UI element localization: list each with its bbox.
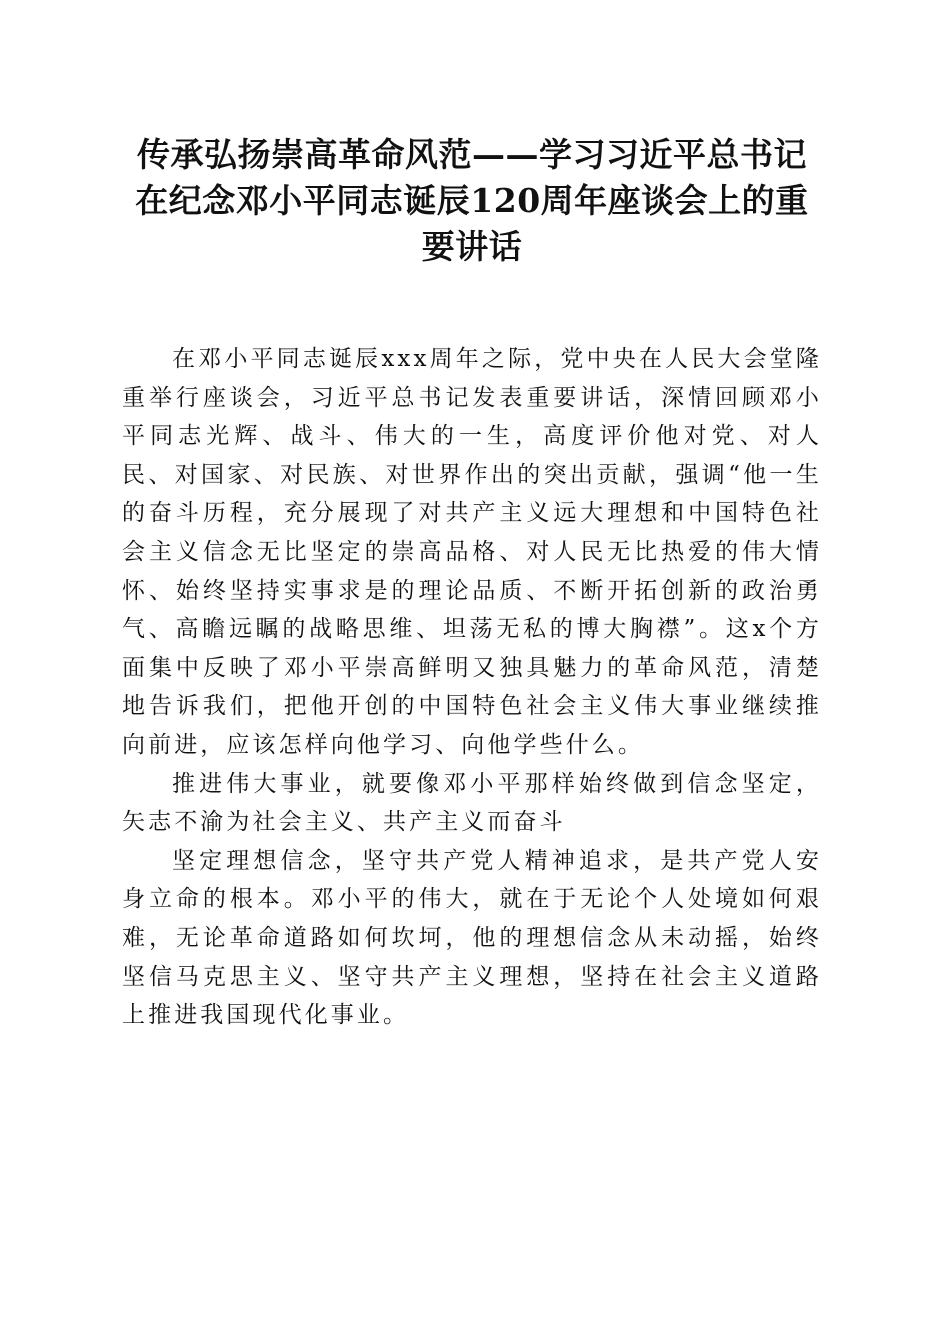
title-line-1: 传承弘扬崇高革命风范——学习习近平总书记 bbox=[137, 135, 807, 174]
title-line-3: 要讲话 bbox=[421, 227, 523, 266]
title-line-2: 在纪念邓小平同志诞辰120周年座谈会上的重 bbox=[135, 181, 809, 220]
paragraph-ideals: 坚定理想信念，坚守共产党人精神追求，是共产党人安身立命的根本。邓小平的伟大，就在于无论个人处境如何艰难，无论革命道路如何坎坷，他的理想信念从未动摇，始终坚信马克思主义、坚守共产主义理想，坚持在社会主义道路上推进我国现代化事业。 bbox=[122, 847, 822, 1029]
paragraph-section-heading: 推进伟大事业，就要像邓小平那样始终做到信念坚定，矢志不渝为社会主义、共产主义而奋斗 bbox=[122, 770, 822, 836]
document-title bbox=[122, 132, 822, 270]
paragraph-intro: 在邓小平同志诞辰xxx周年之际，党中央在人民大会堂隆重举行座谈会，习近平总书记发表重要讲话，深情回顾邓小平同志光辉、战斗、伟大的一生，高度评价他对党、对人民、对国家、对民族、对世界作出的突出贡献，强调“他一生的奋斗历程，充分展现了对共产主义远大理想和中国特色社会主义信念无比坚定的崇高品格、对人民无比热爱的伟大情怀、始终坚持实事求是的理论品质、不断开拓创新的政治勇气、高瞻远瞩的战略思维、坦荡无私的博大胸襟”。这x个方面集中反映了邓小平崇高鲜明又独具魅力的革命风范，清楚地告诉我们，把他开创的中国特色社会主义伟大事业继续推向前进，应该怎样向他学习、向他学些什么。 bbox=[122, 346, 822, 758]
document-body bbox=[122, 340, 822, 1035]
